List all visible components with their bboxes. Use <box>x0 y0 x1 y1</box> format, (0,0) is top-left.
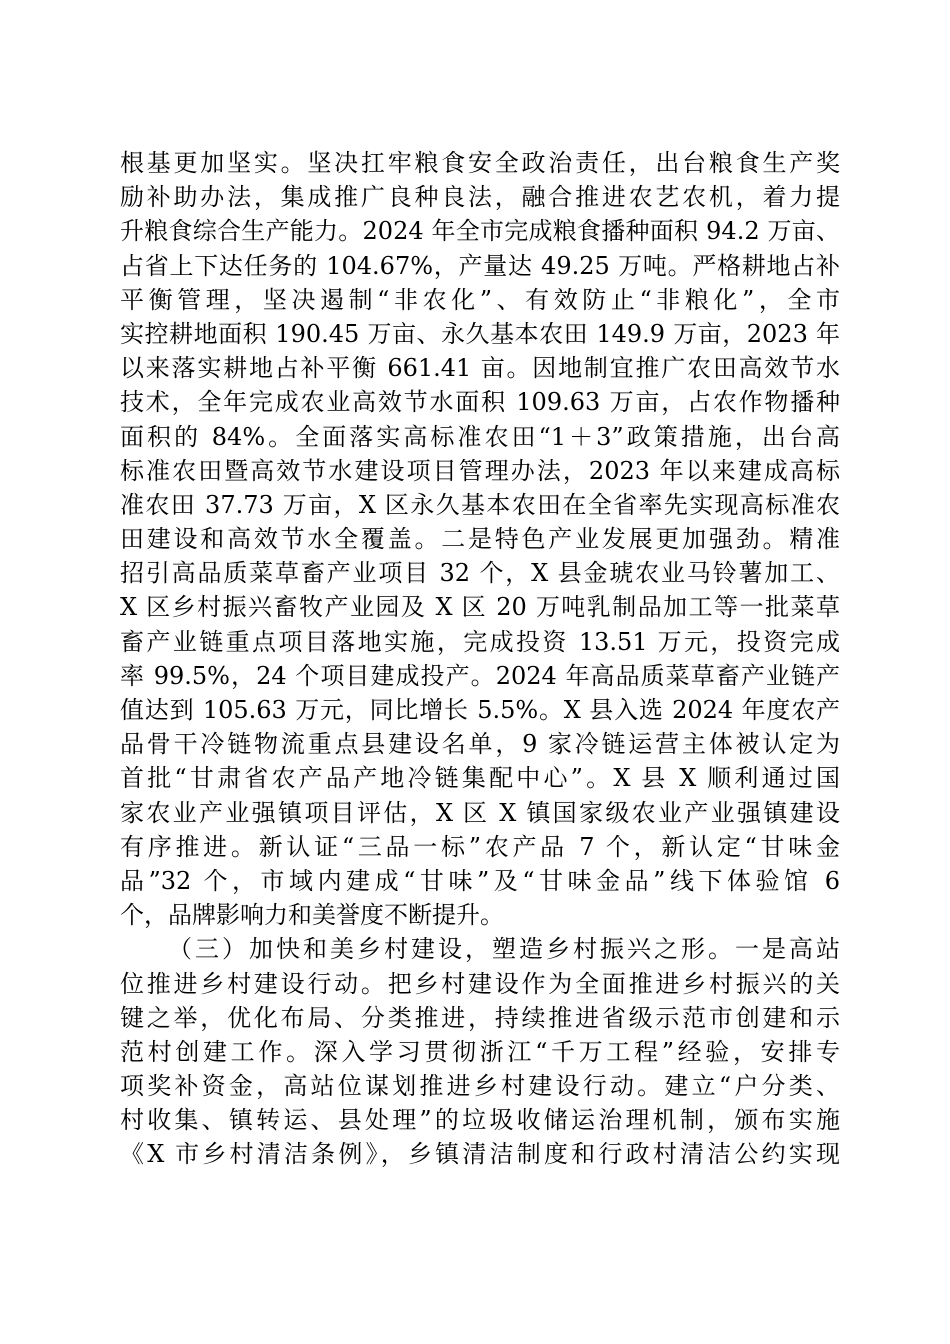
paragraph-line: 家农业产业强镇项目评估，X 区 X 镇国家级农业产业强镇建设 <box>120 798 840 827</box>
paragraph-line: 占省上下达任务的 104.67%，产量达 49.25 万吨。严格耕地占补 <box>120 251 840 280</box>
paragraph-line: 《X 市乡村清洁条例》，乡镇清洁制度和行政村清洁公约实现 <box>120 1140 840 1169</box>
paragraph-line: 有序推进。新认证“三品一标”农产品 7 个，新认定“甘味金 <box>120 832 840 861</box>
paragraph-line: 升粮食综合生产能力。2024 年全市完成粮食播种面积 94.2 万亩、 <box>120 217 840 246</box>
paragraph-line: 范村创建工作。深入学习贯彻浙江“千万工程”经验，安排专 <box>120 1037 840 1066</box>
paragraph-line: 准农田 37.73 万亩，X 区永久基本农田在全省率先实现高标准农 <box>120 490 840 519</box>
paragraph-line: 品骨干冷链物流重点县建设名单，9 家冷链运营主体被认定为 <box>120 730 840 759</box>
paragraph-line: 项奖补资金，高站位谋划推进乡村建设行动。建立“户分类、 <box>120 1072 840 1101</box>
paragraph-line: 面积的 84%。全面落实高标准农田“1＋3”政策措施，出台高 <box>120 422 840 451</box>
paragraph-line: 根基更加坚实。坚决扛牢粮食安全政治责任，出台粮食生产奖 <box>120 149 840 177</box>
paragraph-line: 个，品牌影响力和美誉度不断提升。 <box>120 901 504 930</box>
paragraph-line: 标准农田暨高效节水建设项目管理办法，2023 年以来建成高标 <box>120 456 840 485</box>
paragraph-line: 实控耕地面积 190.45 万亩、永久基本农田 149.9 万亩，2023 年 <box>120 319 840 348</box>
paragraph-line: 畜产业链重点项目落地实施，完成投资 13.51 万元，投资完成 <box>120 627 840 656</box>
document-body <box>120 146 840 1172</box>
paragraph-line: 技术，全年完成农业高效节水面积 109.63 万亩，占农作物播种 <box>120 388 840 417</box>
paragraph-line: 键之举，优化布局、分类推进，持续推进省级示范市创建和示 <box>120 1003 840 1032</box>
section-heading-line: （三）加快和美乡村建设，塑造乡村振兴之形。一是高站 <box>168 935 840 964</box>
paragraph-line: 招引高品质菜草畜产业项目 32 个，X 县金琥农业马铃薯加工、 <box>120 559 840 588</box>
paragraph-line: 品”32 个，市域内建成“甘味”及“甘味金品”线下体验馆 6 <box>120 866 840 895</box>
paragraph-line: X 区乡村振兴畜牧产业园及 X 区 20 万吨乳制品加工等一批菜草 <box>120 593 840 622</box>
paragraph-1 <box>120 146 840 932</box>
paragraph-line: 村收集、镇转运、县处理”的垃圾收储运治理机制，颁布实施 <box>120 1106 840 1135</box>
paragraph-line: 首批“甘肃省农产品产地冷链集配中心”。X 县 X 顺利通过国 <box>120 764 840 793</box>
paragraph-2 <box>120 932 840 1171</box>
paragraph-line: 值达到 105.63 万元，同比增长 5.5%。X 县入选 2024 年度农产 <box>120 696 840 724</box>
paragraph-line: 励补助办法，集成推广良种良法，融合推进农艺农机，着力提 <box>120 183 840 212</box>
paragraph-line: 以来落实耕地占补平衡 661.41 亩。因地制宜推广农田高效节水 <box>120 354 840 383</box>
paragraph-line: 田建设和高效节水全覆盖。二是特色产业发展更加强劲。精准 <box>120 525 840 554</box>
paragraph-line: 位推进乡村建设行动。把乡村建设作为全面推进乡村振兴的关 <box>120 969 840 998</box>
paragraph-line: 率 99.5%，24 个项目建成投产。2024 年高品质菜草畜产业链产 <box>120 661 840 690</box>
paragraph-line: 平衡管理，坚决遏制“非农化”、有效防止“非粮化”，全市 <box>120 285 840 314</box>
